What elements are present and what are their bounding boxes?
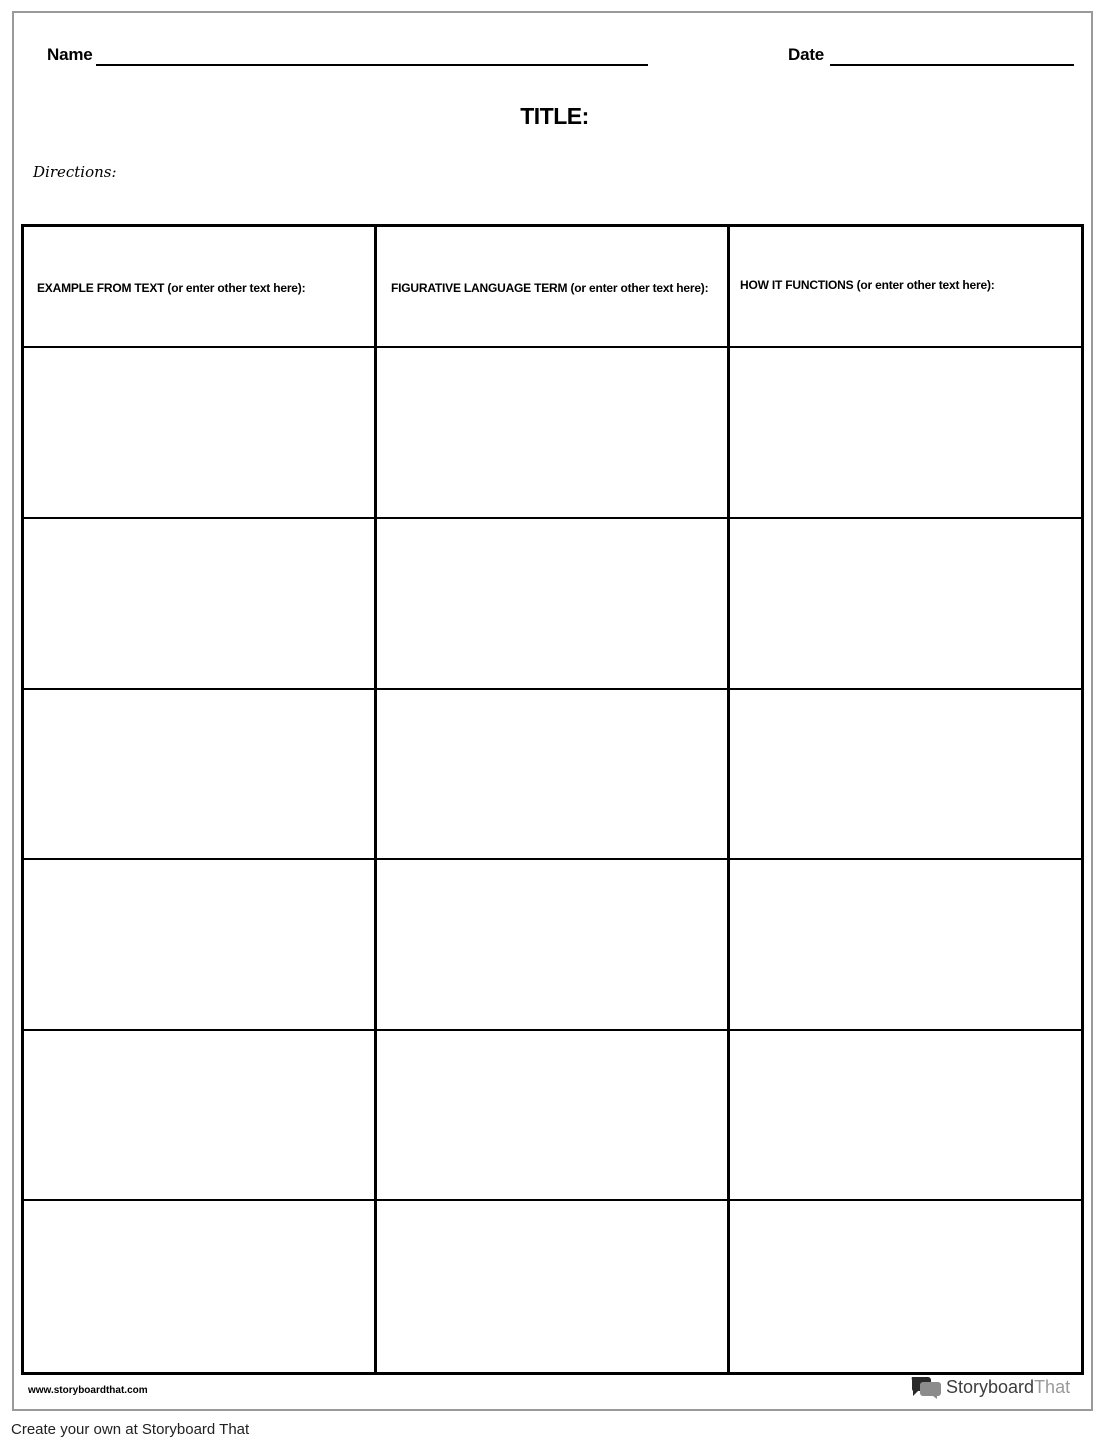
- storyboardthat-logo: [910, 1375, 1070, 1399]
- figurative-language-table: [21, 224, 1084, 1375]
- name-label: Name: [47, 45, 93, 64]
- footer-url: www.storyboardthat.com: [28, 1385, 148, 1396]
- column-header-example[interactable]: EXAMPLE FROM TEXT (or enter other text here):: [37, 281, 306, 295]
- column-header-function[interactable]: HOW IT FUNCTIONS (or enter other text here):: [740, 278, 995, 292]
- logo-text-accent: That: [1034, 1376, 1071, 1397]
- date-field[interactable]: [830, 64, 1074, 66]
- row-divider: [24, 1029, 1081, 1031]
- speech-bubbles-icon: [910, 1375, 942, 1399]
- row-divider: [24, 858, 1081, 860]
- row-divider: [24, 346, 1081, 348]
- logo-text-main: Storyboard: [946, 1376, 1035, 1397]
- date-label: Date: [788, 45, 825, 64]
- logo-text: [946, 1377, 1070, 1398]
- column-header-term[interactable]: FIGURATIVE LANGUAGE TERM (or enter other text here):: [391, 281, 709, 295]
- row-divider: [24, 517, 1081, 519]
- worksheet-page: [12, 11, 1093, 1411]
- row-divider: [24, 688, 1081, 690]
- page-title[interactable]: TITLE:: [520, 103, 589, 129]
- create-caption: Create your own at Storyboard That: [11, 1421, 250, 1438]
- name-field[interactable]: [96, 64, 648, 66]
- row-divider: [24, 1199, 1081, 1201]
- directions-label[interactable]: Directions:: [33, 163, 117, 181]
